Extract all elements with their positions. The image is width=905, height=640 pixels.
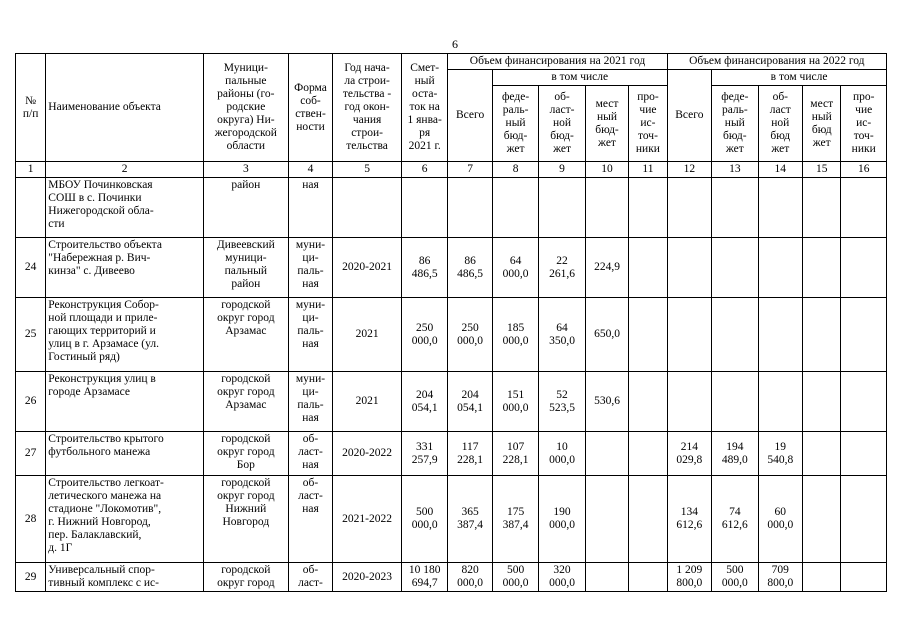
- table-cell: [667, 372, 711, 432]
- table-cell: [492, 178, 538, 238]
- table-cell: [841, 178, 887, 238]
- header-total-2022: Всего: [667, 70, 711, 162]
- table-cell: [712, 238, 758, 298]
- row-number: 28: [16, 476, 46, 563]
- header-num: № п/п: [16, 54, 46, 162]
- page-number: 6: [452, 37, 458, 51]
- table-cell: 250 000,0: [401, 298, 447, 372]
- table-cell: [629, 432, 667, 476]
- table-cell: 820 000,0: [448, 563, 492, 592]
- table-cell: [841, 563, 887, 592]
- table-cell: 10 180 694,7: [401, 563, 447, 592]
- header-incl-2022: в том числе: [712, 70, 887, 86]
- table-cell: [585, 476, 628, 563]
- table-cell: 74 612,6: [712, 476, 758, 563]
- table-cell: 500 000,0: [401, 476, 447, 563]
- table-row: [16, 476, 887, 563]
- table-cell: [841, 372, 887, 432]
- table-cell: об- ласт-: [288, 563, 332, 592]
- row-number: 29: [16, 563, 46, 592]
- table-row: [16, 178, 887, 238]
- table-cell: 190 000,0: [539, 476, 585, 563]
- table-cell: [401, 178, 447, 238]
- col-number: 2: [46, 162, 204, 178]
- table-row: [16, 563, 887, 592]
- col-number: 10: [585, 162, 628, 178]
- table-cell: [712, 298, 758, 372]
- table-cell: муни- ци- паль- ная: [288, 238, 332, 298]
- header-object-name: Наименование объекта: [46, 54, 204, 162]
- table-row: [16, 432, 887, 476]
- table-cell: 204 054,1: [401, 372, 447, 432]
- column-numbers-row: [16, 162, 887, 178]
- row-number: 27: [16, 432, 46, 476]
- header-local-2021: мест ный бюд- жет: [585, 86, 628, 162]
- table-cell: [758, 238, 802, 298]
- table-cell: [803, 298, 841, 372]
- table-cell: [712, 178, 758, 238]
- header-incl-2021: в том числе: [492, 70, 667, 86]
- table-cell: 500 000,0: [492, 563, 538, 592]
- object-name-cell: Реконструкция Собор- ной площади и приле- гающих территорий и улиц в г. Арзамасе (ул. Гостиный ряд): [46, 298, 204, 372]
- col-number: 9: [539, 162, 585, 178]
- table-cell: городской округ город Нижний Новгород: [203, 476, 288, 563]
- table-cell: [758, 178, 802, 238]
- table-cell: район: [203, 178, 288, 238]
- col-number: 13: [712, 162, 758, 178]
- table-cell: Дивеевский муници- пальный район: [203, 238, 288, 298]
- table-cell: 64 000,0: [492, 238, 538, 298]
- table-cell: [841, 432, 887, 476]
- table-cell: [448, 178, 492, 238]
- table-cell: 1 209 800,0: [667, 563, 711, 592]
- object-name-cell: Строительство объекта "Набережная р. Вич- кинза" с. Дивеево: [46, 238, 204, 298]
- header-years: Год нача- ла строи- тельства - год окон- чания строи- тельства: [333, 54, 402, 162]
- table-cell: 194 489,0: [712, 432, 758, 476]
- table-cell: [803, 238, 841, 298]
- table-cell: 22 261,6: [539, 238, 585, 298]
- table-cell: 530,6: [585, 372, 628, 432]
- object-name-cell: Строительство крытого футбольного манежа: [46, 432, 204, 476]
- table-cell: 500 000,0: [712, 563, 758, 592]
- table-cell: 86 486,5: [401, 238, 447, 298]
- header-federal-2022: феде- раль- ный бюд- жет: [712, 86, 758, 162]
- table-cell: 709 800,0: [758, 563, 802, 592]
- table-cell: 320 000,0: [539, 563, 585, 592]
- col-number: 12: [667, 162, 711, 178]
- table-cell: [667, 178, 711, 238]
- table-cell: 134 612,6: [667, 476, 711, 563]
- row-number: [16, 178, 46, 238]
- table-row: [16, 298, 887, 372]
- object-name-cell: Универсальный спор- тивный комплекс с ис-: [46, 563, 204, 592]
- row-number: 26: [16, 372, 46, 432]
- header-other-2022: про- чие ис- точ- ники: [841, 86, 887, 162]
- table-cell: [667, 238, 711, 298]
- table-cell: [629, 476, 667, 563]
- table-cell: муни- ци- паль- ная: [288, 372, 332, 432]
- object-name-cell: Строительство легкоат- летического манежа на стадионе "Локомотив", г. Нижний Новгород, пер. Балаклавский, д. 1Г: [46, 476, 204, 563]
- table-cell: городской округ город Арзамас: [203, 298, 288, 372]
- table-cell: [629, 238, 667, 298]
- row-number: 24: [16, 238, 46, 298]
- investment-table: [15, 53, 887, 592]
- table-cell: [841, 298, 887, 372]
- table-cell: 107 228,1: [492, 432, 538, 476]
- table-cell: 151 000,0: [492, 372, 538, 432]
- table-cell: 10 000,0: [539, 432, 585, 476]
- table-cell: [585, 178, 628, 238]
- header-fin-2021: Объем финансирования на 2021 год: [448, 54, 667, 70]
- table-cell: 185 000,0: [492, 298, 538, 372]
- table-cell: городской округ город: [203, 563, 288, 592]
- header-remainder: Смет- ный оста- ток на 1 янва- ря 2021 г.: [401, 54, 447, 162]
- table-cell: 2021: [333, 372, 402, 432]
- header-federal-2021: феде- раль- ный бюд- жет: [492, 86, 538, 162]
- header-regional-2022: об- ласт ной бюд жет: [758, 86, 802, 162]
- header-regional-2021: об- ласт- ной бюд- жет: [539, 86, 585, 162]
- table-cell: [585, 432, 628, 476]
- table-cell: об- ласт- ная: [288, 476, 332, 563]
- table-cell: 224,9: [585, 238, 628, 298]
- col-number: 8: [492, 162, 538, 178]
- row-number: 25: [16, 298, 46, 372]
- table-cell: [803, 476, 841, 563]
- table-cell: муни- ци- паль- ная: [288, 298, 332, 372]
- header-total-2021: Всего: [448, 70, 492, 162]
- header-municipal: Муници- пальные районы (го- родские округа) Ни- жегородской области: [203, 54, 288, 162]
- table-cell: [712, 372, 758, 432]
- table-cell: 214 029,8: [667, 432, 711, 476]
- table-cell: [841, 476, 887, 563]
- header-other-2021: про- чие ис- точ- ники: [629, 86, 667, 162]
- header-fin-2022: Объем финансирования на 2022 год: [667, 54, 886, 70]
- table-cell: [629, 178, 667, 238]
- table-cell: [758, 372, 802, 432]
- col-number: 14: [758, 162, 802, 178]
- table-cell: [841, 238, 887, 298]
- col-number: 11: [629, 162, 667, 178]
- table-cell: 60 000,0: [758, 476, 802, 563]
- table-cell: 175 387,4: [492, 476, 538, 563]
- table-cell: 117 228,1: [448, 432, 492, 476]
- table-cell: 2020-2021: [333, 238, 402, 298]
- table-cell: [758, 298, 802, 372]
- table-cell: [333, 178, 402, 238]
- col-number: 3: [203, 162, 288, 178]
- table-cell: 64 350,0: [539, 298, 585, 372]
- col-number: 15: [803, 162, 841, 178]
- col-number: 5: [333, 162, 402, 178]
- header-ownership: Форма соб- ствен- ности: [288, 54, 332, 162]
- col-number: 6: [401, 162, 447, 178]
- header-local-2022: мест ный бюд жет: [803, 86, 841, 162]
- object-name-cell: МБОУ Починковская СОШ в с. Починки Нижегородской обла- сти: [46, 178, 204, 238]
- table-cell: [803, 372, 841, 432]
- table-cell: городской округ город Арзамас: [203, 372, 288, 432]
- table-cell: 331 257,9: [401, 432, 447, 476]
- table-cell: 2021: [333, 298, 402, 372]
- table-cell: 204 054,1: [448, 372, 492, 432]
- table-cell: ная: [288, 178, 332, 238]
- table-row: [16, 238, 887, 298]
- table-cell: [629, 563, 667, 592]
- table-cell: 2020-2023: [333, 563, 402, 592]
- table-cell: городской округ город Бор: [203, 432, 288, 476]
- table-cell: [803, 563, 841, 592]
- table-cell: 86 486,5: [448, 238, 492, 298]
- col-number: 16: [841, 162, 887, 178]
- table-cell: 2020-2022: [333, 432, 402, 476]
- table-cell: [667, 298, 711, 372]
- col-number: 4: [288, 162, 332, 178]
- table-cell: [539, 178, 585, 238]
- table-cell: 250 000,0: [448, 298, 492, 372]
- table-row: [16, 372, 887, 432]
- col-number: 1: [16, 162, 46, 178]
- col-number: 7: [448, 162, 492, 178]
- table-cell: [629, 298, 667, 372]
- table-cell: [629, 372, 667, 432]
- table-cell: 650,0: [585, 298, 628, 372]
- table-cell: [803, 432, 841, 476]
- table-cell: 52 523,5: [539, 372, 585, 432]
- table-cell: [803, 178, 841, 238]
- object-name-cell: Реконструкция улиц в городе Арзамасе: [46, 372, 204, 432]
- table-cell: 365 387,4: [448, 476, 492, 563]
- table-cell: 2021-2022: [333, 476, 402, 563]
- table-cell: 19 540,8: [758, 432, 802, 476]
- table-cell: [585, 563, 628, 592]
- table-cell: об- ласт- ная: [288, 432, 332, 476]
